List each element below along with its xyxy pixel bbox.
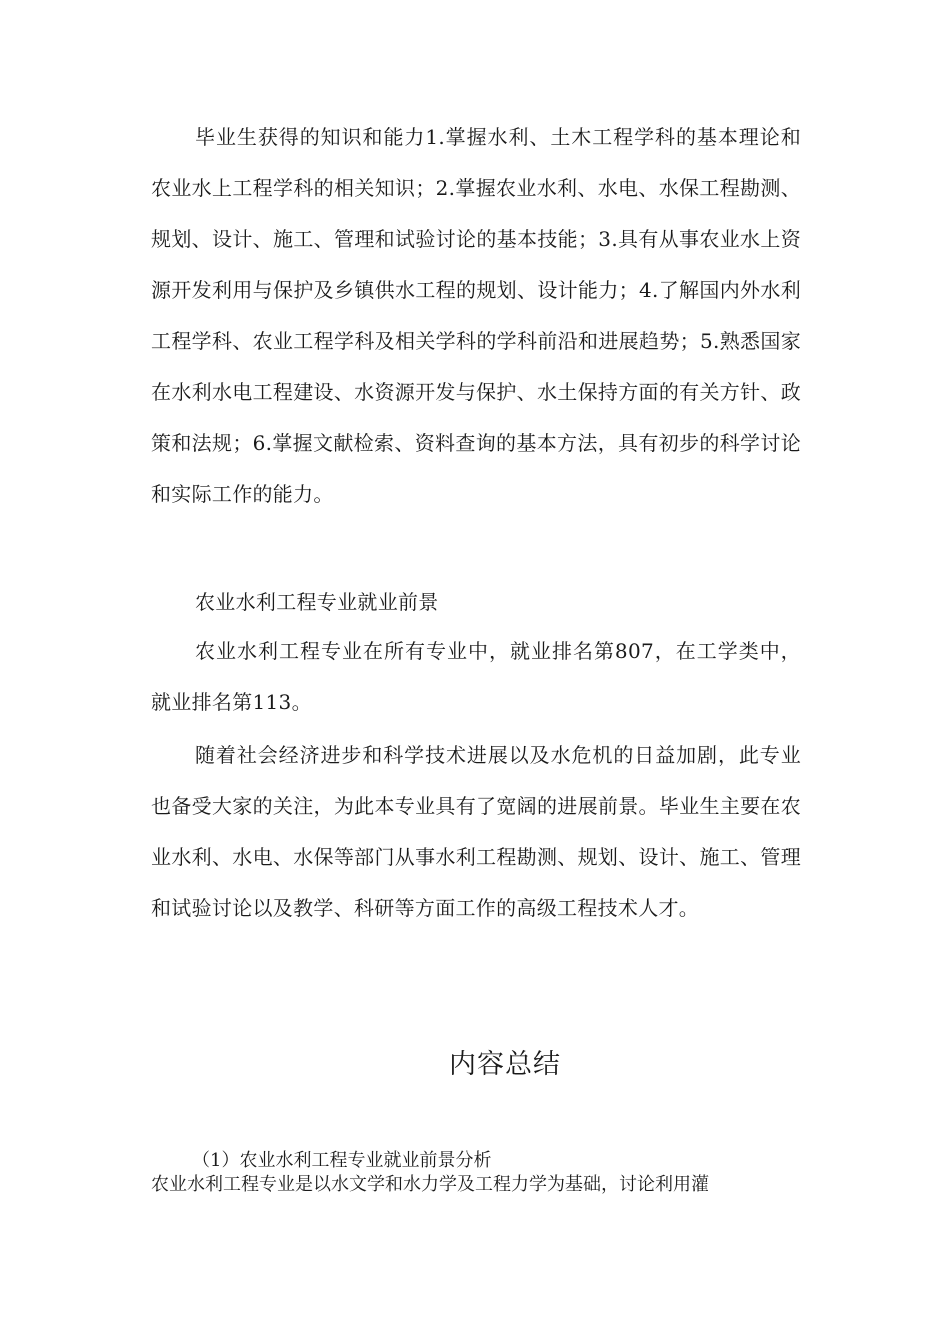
paragraph-employment-ranking: 农业水利工程专业在所有专业中，就业排名第807，在工学类中，就业排名第113。 — [151, 639, 801, 714]
paragraph-graduate-abilities: 毕业生获得的知识和能力1.掌握水利、土木工程学科的基本理论和农业水上工程学科的相关知识；2.掌握农业水利、水电、水保工程勘测、规划、设计、施工、管理和试验讨论的基本技能；3.具有从事农业水上资源开发利用与保护及乡镇供水工程的规划、设计能力；4.了解国内外水利工程学科、农业工程学科及相关学科的学科前沿和进展趋势；5.熟悉国家在水利水电工程建设、水资源开发与保护、水土保持方面的有关方针、政策和法规；6.掌握文献检索、资料查询的基本方法，具有初步的科学讨论和实际工作的能力。 — [151, 125, 801, 506]
summary-title: 内容总结 — [449, 1049, 561, 1080]
paragraph-employment-prospects: 随着社会经济进步和科学技术进展以及水危机的日益加剧，此专业也备受大家的关注，为此本专业具有了宽阔的进展前景。毕业生主要在农业水利、水电、水保等部门从事水利工程勘测、规划、设计、施工、管理和试验讨论以及教学、科研等方面工作的高级工程技术人才。 — [151, 743, 801, 920]
summary-subtitle: （1）农业水利工程专业就业前景分析 — [192, 1150, 492, 1171]
summary-body: 农业水利工程专业是以水文学和水力学及工程力学为基础，讨论利用灌 — [151, 1174, 709, 1195]
paragraph-employment-heading: 农业水利工程专业就业前景 — [195, 590, 439, 614]
